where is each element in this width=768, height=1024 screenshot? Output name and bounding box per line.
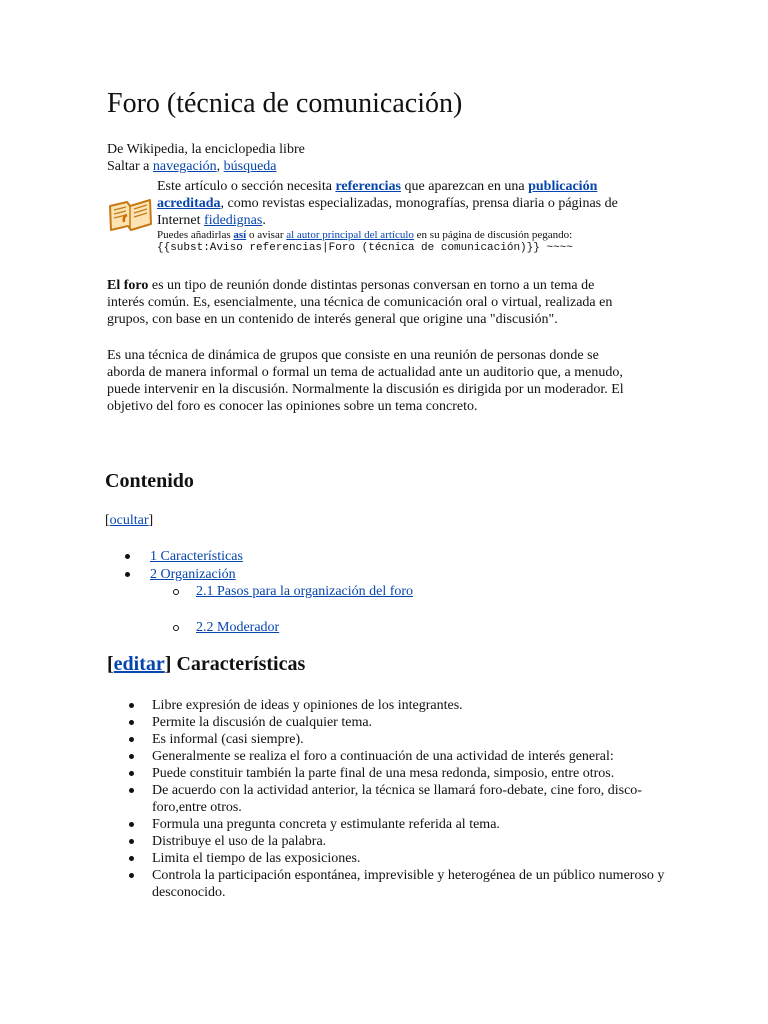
notice-instructions	[157, 229, 657, 242]
list-item: Formula una pregunta concreta y estimulante referida al tema.	[152, 816, 672, 833]
toc-link-pasos[interactable]: 2.1 Pasos para la organización del foro	[196, 584, 414, 599]
list-item: Generalmente se realiza el foro a continuación de una actividad de interés general:	[152, 748, 672, 765]
search-link[interactable]: búsqueda	[223, 159, 277, 174]
reliable-link[interactable]: fidedignas	[204, 213, 263, 228]
references-link[interactable]: referencias	[335, 179, 402, 194]
list-item: Controla la participación espontánea, imprevisible y heterogénea de un público numeroso y desconocido.	[152, 867, 672, 901]
bullet-icon	[125, 572, 130, 577]
section-title: Características	[171, 653, 306, 675]
list-item: Es informal (casi siempre).	[152, 731, 672, 748]
toc-hide-link[interactable]: ocultar	[109, 513, 149, 528]
main-author-link[interactable]: al autor principal del artículo	[286, 229, 414, 241]
notice-text	[157, 178, 657, 229]
intro-text: es un tipo de reunión donde distintas personas conversan en torno a un tema de interés común. Es, esencialmente, una técnica de comunicación oral o virtual, realizada en grupos, con base en un contenido de interés general que origine una "discusión".	[107, 278, 613, 327]
notice-template-code: {{subst:Aviso referencias|Foro (técnica de comunicación)}} ~~~~	[157, 242, 573, 254]
second-paragraph: Es una técnica de dinámica de grupos que consiste en una reunión de personas donde se aborda de manera informal o formal un tema de actualidad ante un auditorio que, a menudo, puede intervenir en la discusión. Normalmente la discusión es dirigida por un moderador. El objetivo del foro es conocer las opiniones sobre un tema concreto.	[107, 348, 624, 414]
section-heading-caracteristicas	[107, 653, 305, 676]
toc-title: Contenido	[105, 470, 194, 492]
list-item: Permite la discusión de cualquier tema.	[152, 714, 672, 731]
notice-text-part: .	[262, 213, 266, 228]
toc-bracket: ]	[148, 513, 154, 528]
navigation-link[interactable]: navegación	[152, 159, 217, 174]
bullet-icon	[125, 554, 130, 559]
jump-separator: ,	[216, 159, 224, 174]
notice-small-part: o avisar	[246, 229, 287, 241]
list-item: Distribuye el uso de la palabra.	[152, 833, 672, 850]
list-item: Puede constituir también la parte final de una mesa redonda, simposio, entre otros.	[152, 765, 672, 782]
features-list	[152, 697, 672, 901]
toc-link-moderador[interactable]: 2.2 Moderador	[196, 620, 280, 635]
edit-link[interactable]: editar	[113, 653, 165, 675]
notice-small-part: Puedes añadirlas	[157, 229, 234, 241]
toc-bracket: [	[105, 513, 110, 528]
edit-bracket: ]	[164, 653, 172, 675]
asi-link[interactable]: así	[233, 229, 247, 241]
intro-paragraph	[107, 277, 632, 328]
jump-links	[107, 158, 277, 175]
edit-bracket: [	[107, 653, 114, 675]
notice-text-part: , como revistas especializadas, monografías, prensa diaria o páginas de Internet	[157, 196, 618, 228]
publication-link[interactable]: publicación acreditada	[157, 179, 598, 211]
list-item: Limita el tiempo de las exposiciones.	[152, 850, 672, 867]
jump-prefix: Saltar a	[107, 159, 153, 174]
list-item: Libre expresión de ideas y opiniones de los integrantes.	[152, 697, 672, 714]
notice-small-part: en su página de discusión pegando:	[413, 229, 573, 241]
notice-text-part: Este artículo o sección necesita	[157, 179, 336, 194]
list-item: De acuerdo con la actividad anterior, la técnica se llamará foro-debate, cine foro, disco-foro,entre otros.	[152, 782, 672, 816]
circle-bullet-icon	[173, 589, 179, 595]
page-title: Foro (técnica de comunicación)	[107, 88, 463, 119]
open-book-icon	[107, 198, 153, 234]
toc-link-caracteristicas[interactable]: 1 Características	[150, 549, 243, 564]
toc-toggle	[105, 513, 153, 529]
circle-bullet-icon	[173, 625, 179, 631]
intro-bold-term: El foro	[107, 278, 149, 293]
toc-link-organizacion[interactable]: 2 Organización	[150, 567, 236, 582]
notice-text-part: que aparezcan en una	[401, 179, 529, 194]
site-subtitle: De Wikipedia, la enciclopedia libre	[107, 142, 305, 157]
